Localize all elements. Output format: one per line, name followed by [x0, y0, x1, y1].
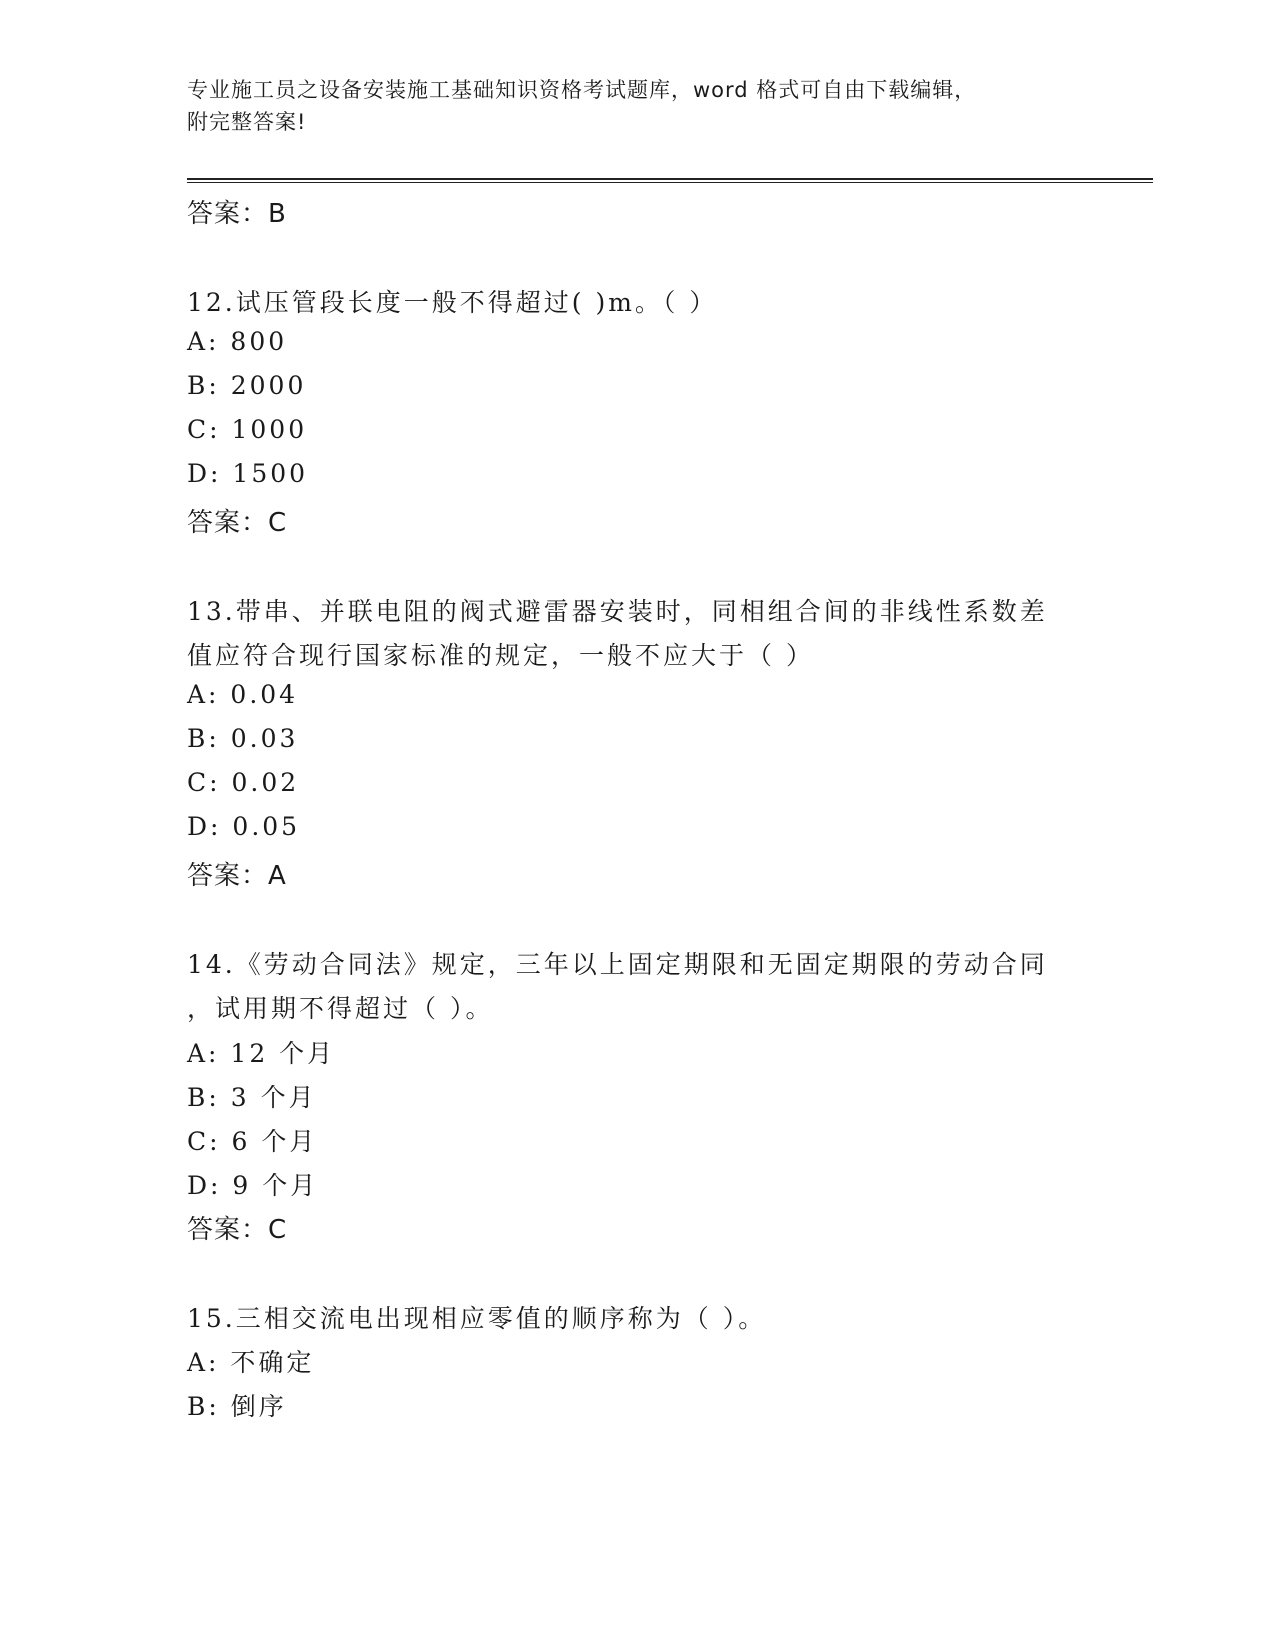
answer-line: 答案：C — [187, 1215, 288, 1245]
header-line-1: 专业施工员之设备安装施工基础知识资格考试题库，word 格式可自由下载编辑， — [187, 78, 977, 102]
answer-line: 答案：C — [187, 508, 288, 538]
option-c: C: 6 个月 — [187, 1127, 318, 1156]
option-a: A: 12 个月 — [187, 1039, 336, 1068]
option-d: D: 0.05 — [187, 812, 301, 841]
question-stem-continued: 值应符合现行国家标准的规定，一般不应大于（ ） — [187, 641, 814, 670]
question-stem: 15.三相交流电出现相应零值的顺序称为（ ）。 — [187, 1304, 767, 1333]
option-a: A: 800 — [187, 327, 288, 356]
question-stem-continued: ，试用期不得超过（ ）。 — [187, 994, 494, 1023]
answer-line: 答案：A — [187, 861, 287, 891]
option-a: A: 不确定 — [187, 1348, 315, 1377]
question-stem: 14.《劳动合同法》规定，三年以上固定期限和无固定期限的劳动合同 — [187, 950, 1048, 979]
option-b: B: 2000 — [187, 371, 307, 400]
header-divider-thin — [187, 182, 1153, 183]
option-b: B: 倒序 — [187, 1392, 287, 1421]
option-d: D: 1500 — [187, 459, 309, 488]
option-a: A: 0.04 — [187, 680, 299, 709]
question-stem: 12.试压管段长度一般不得超过( )m。（ ） — [187, 288, 718, 317]
header-line-2: 附完整答案! — [187, 110, 307, 134]
answer-line: 答案：B — [187, 199, 287, 229]
option-c: C: 1000 — [187, 415, 308, 444]
document-header — [187, 74, 1067, 138]
option-d: D: 9 个月 — [187, 1171, 319, 1200]
question-stem: 13.带串、并联电阻的阀式避雷器安装时，同相组合间的非线性系数差 — [187, 597, 1048, 626]
option-c: C: 0.02 — [187, 768, 300, 797]
option-b: B: 0.03 — [187, 724, 299, 753]
header-divider — [187, 178, 1153, 180]
option-b: B: 3 个月 — [187, 1083, 317, 1112]
